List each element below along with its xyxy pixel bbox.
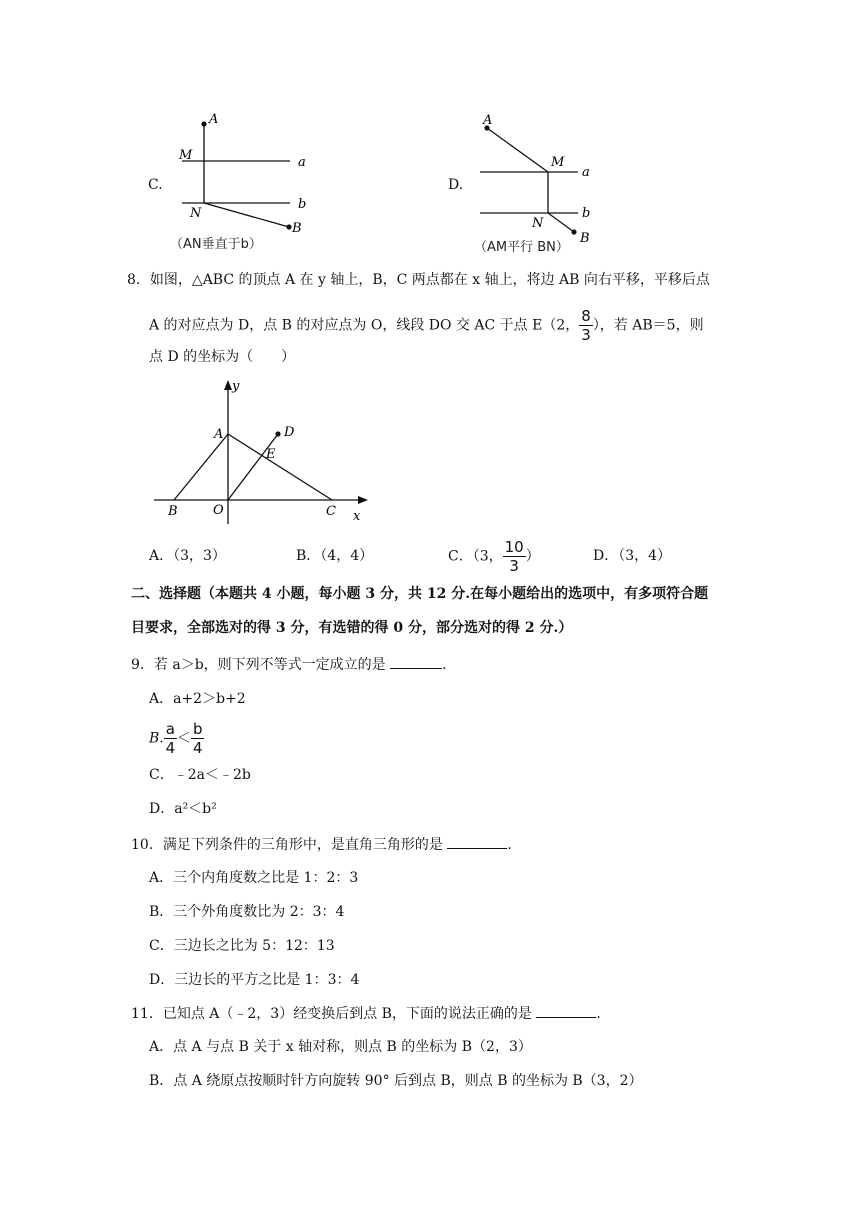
figure-7c: [170, 108, 320, 256]
q8-option-b: B．（4，4）: [296, 548, 374, 564]
answer-blank: [390, 654, 442, 669]
fraction-10-3: $\frac{10}{3}$: [504, 538, 524, 575]
q10-option-d: D．三边长的平方之比是 1：3：4: [149, 972, 360, 988]
label-line-b: b: [582, 206, 591, 221]
label-b-point: B: [292, 221, 302, 236]
label-a-point: A: [483, 113, 493, 128]
figure-7d: [470, 110, 630, 256]
q9-option-b: B. $\frac{a}{4}$ ＜ $\frac{b}{4}$: [149, 720, 203, 757]
section-2-heading-line2: 目要求，全部选对的得 3 分，有选错的得 0 分，部分选对的得 2 分.）: [131, 620, 573, 636]
figure-q8: [150, 378, 380, 528]
label-b: B: [168, 504, 178, 519]
label-m-point: M: [179, 148, 193, 163]
figure-caption: （AN垂直于b）: [170, 237, 262, 252]
q9-option-d: D．a²＜b²: [149, 801, 217, 817]
label-n-point: N: [532, 216, 544, 231]
q10-stem: 10．满足下列条件的三角形中，是直角三角形的是 .: [131, 834, 512, 855]
q9-stem: 9．若 a＞b，则下列不等式一定成立的是 .: [131, 654, 447, 675]
q8-line2: A 的对应点为 D，点 B 的对应点为 O，线段 DO 交 AC 于点 E（2， $\frac{8}{3}$ ），若 AB＝5，则: [149, 307, 704, 344]
label-d: D: [284, 425, 295, 440]
label-n-point: N: [190, 206, 202, 221]
answer-blank: [447, 834, 507, 849]
section-2-heading-line1: 二、选择题（本题共 4 小题，每小题 3 分，共 12 分.在每小题给出的选项中，有多项符合题: [131, 586, 709, 602]
q8-line1: 8．如图，△ABC 的顶点 A 在 y 轴上，B，C 两点都在 x 轴上，将边 AB 向右平移，平移后点: [127, 272, 710, 288]
figure-caption: （AM平行 BN）: [474, 240, 569, 255]
q8-option-a: A．（3，3）: [149, 548, 226, 564]
q8-option-d: D．（3，4）: [593, 548, 672, 564]
fraction-8-3: $\frac{8}{3}$: [581, 307, 591, 344]
axis-label-x: x: [353, 509, 361, 524]
q9-option-c: C．﹣2a＜﹣2b: [149, 767, 251, 783]
label-o: O: [213, 503, 224, 518]
label-c: C: [326, 504, 336, 519]
answer-blank: [536, 1003, 596, 1018]
option-c-label: C.: [148, 177, 163, 193]
q11-stem: 11．已知点 A（﹣2，3）经变换后到点 B，下面的说法正确的是 .: [131, 1003, 601, 1024]
label-b-point: B: [580, 231, 590, 246]
q8-option-c: C．（3， $\frac{10}{3}$ ）: [448, 538, 540, 575]
label-line-a: a: [298, 155, 306, 170]
q11-option-a: A．点 A 与点 B 关于 x 轴对称，则点 B 的坐标为 B（2，3）: [149, 1039, 532, 1055]
label-a-point: A: [209, 112, 219, 127]
label-e: E: [266, 447, 276, 462]
label-m-point: M: [551, 155, 565, 170]
q11-option-b: B．点 A 绕原点按顺时针方向旋转 90° 后到点 B，则点 B 的坐标为 B（3，2）: [149, 1073, 643, 1089]
q10-option-a: A．三个内角度数之比是 1：2：3: [149, 870, 359, 886]
q10-option-c: C．三边长之比为 5：12：13: [149, 938, 335, 954]
label-line-a: a: [582, 165, 590, 180]
q8-line3: 点 D 的坐标为（ ）: [149, 349, 296, 365]
label-line-b: b: [298, 197, 307, 212]
axis-label-y: y: [232, 379, 240, 394]
label-a: A: [214, 427, 224, 442]
q10-option-b: B．三个外角度数比为 2：3：4: [149, 904, 345, 920]
option-d-label: D.: [448, 177, 464, 193]
q9-option-a: A．a+2＞b+2: [149, 691, 246, 707]
